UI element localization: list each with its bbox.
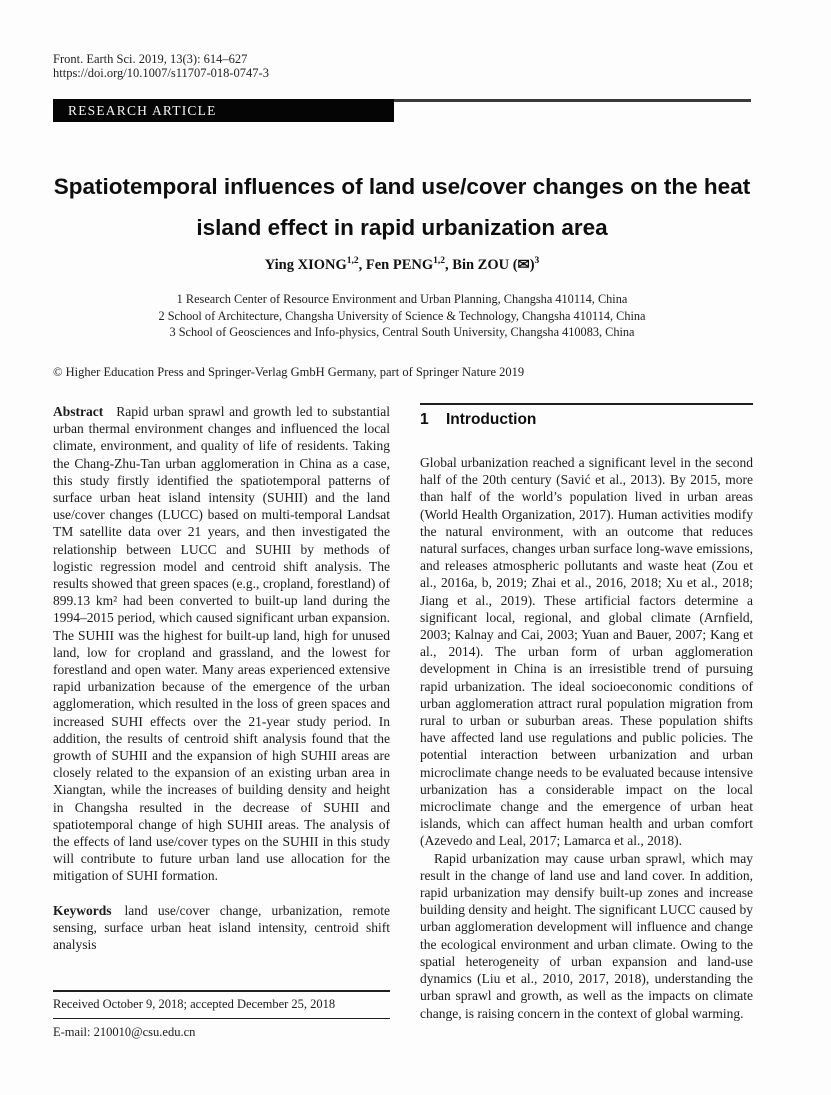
keywords-paragraph bbox=[53, 902, 390, 954]
keywords-label: Keywords bbox=[53, 902, 112, 918]
envelope-icon: (✉) bbox=[512, 257, 535, 273]
section-heading-rule bbox=[420, 403, 753, 405]
intro-paragraph-1: Global urbanization reached a significant level in the second half of the 20th century (Savić et al., 2013). By 2015, more than half of the world’s population lived in urban areas (World Health Organization, 2017). Human activities modify the natural environment, with an outcome that reduces natural surfaces, changes urban surface long-wave emissions, and releases atmospheric pollutants and waste heat (Zou et al., 2016a, b, 2019; Zhai et al., 2016, 2018; Xu et al., 2018; Jiang et al., 2019). These artificial factors determine a significant local, regional, and global climate (Arnfield, 2003; Kalnay and Cai, 2003; Yuan and Bauer, 2007; Kang et al., 2014). The urban form of urban agglomeration development in China is an irresistible trend of pursuing rapid urbanization. The ideal socioeconomic conditions of urban agglomeration attract rural population migration from rural to urban or suburban areas. These population shifts have affected land use regulations and public policies. The potential interaction between urbanization and urban microclimate change needs to be evaluated because intensive urbanization has a considerable impact on the local microclimate change and the emergence of urban heat islands, which can affect human health and urban comfort (Azevedo and Leal, 2017; Lamarca et al., 2018). bbox=[420, 455, 753, 849]
author-affiliation-sup: 1,2 bbox=[433, 256, 446, 267]
corresponding-email[interactable]: E-mail: 210010@csu.edu.cn bbox=[53, 1018, 390, 1040]
left-column bbox=[53, 403, 390, 1022]
journal-citation: Front. Earth Sci. 2019, 13(3): 614–627 bbox=[53, 52, 248, 66]
abstract-paragraph bbox=[53, 403, 390, 885]
author: , Fen PENG$^{1,2}$ bbox=[358, 256, 446, 273]
doi-link[interactable]: https://doi.org/10.1007/s11707-018-0747-3 bbox=[53, 66, 269, 80]
affiliation-line: 1 Research Center of Resource Environment and Urban Planning, Changsha 410114, China bbox=[176, 292, 628, 306]
author: Ying XIONG$^{1,2}$ bbox=[264, 256, 359, 273]
affiliation-line: 2 School of Architecture, Changsha University of Science & Technology, Changsha 410114, China bbox=[158, 308, 646, 323]
intro-paragraph-2: Rapid urbanization may cause urban sprawl, which may result in the change of land use and land cover. In addition, rapid urbanization may densify built-up zones and increase building density and height. The significant LUCC caused by urban agglomeration development will influence and change the ecological environment and urban climate. Owing to the spatial heterogeneity of urban expansion and land-use dynamics (Liu et al., 2010, 2017, 2018), understanding the urban sprawl and growth, as well as the impacts on climate change, is raising concern in the context of global warming. bbox=[420, 850, 753, 1021]
author-affiliation-sup: 3 bbox=[534, 256, 540, 267]
section-heading-introduction bbox=[420, 411, 753, 429]
right-column bbox=[420, 403, 753, 1022]
abstract-label: Abstract bbox=[53, 404, 104, 419]
author-line bbox=[53, 257, 751, 274]
footnote-block bbox=[53, 990, 390, 1040]
author-affiliation-sup: 1,2 bbox=[346, 256, 359, 267]
two-column-body bbox=[53, 403, 753, 1022]
affiliation-line: 3 School of Geosciences and Info-physics, Central South University, Changsha 410083, China bbox=[169, 325, 635, 339]
copyright-line: © Higher Education Press and Springer-Verlag GmbH Germany, part of Springer Nature 2019 bbox=[53, 365, 525, 379]
keywords-text: land use/cover change, urbanization, remote sensing, surface urban heat island intensity, centroid shift analysis bbox=[53, 902, 390, 953]
abstract-text: Rapid urban sprawl and growth led to substantial urban thermal environment changes and influenced the local climate, environment, and quality of life of residents. Taking the Chang-Zhu-Tan urban agglomeration in China as a case, this study firstly identified the spatiotemporal patterns of surface urban heat island intensity (SUHII) and the land use/cover changes (LUCC) based on multi-temporal Landsat TM satellite data over 21 years, and then investigated the relationship between LUCC and SUHII by methods of logistic regression model and centroid shift analysis. The results showed that green spaces (e.g., cropland, forestland) of 899.13 km² had been converted to built-up land during the 1994–2015 period, which caused significant urban expansion. The SUHII was the highest for built-up land, high for unused land, low for cropland and grassland, and the lowest for forestland and open water. Many areas experienced extensive rapid urbanization because of the emergence of the urban agglomeration, which resulted in the loss of green spaces and increased SUHI effects over the 21-year study period. In addition, the results of centroid shift analysis found that the growth of SUHII and the expansion of high SUHII areas are closely related to the expansion of an existing urban area in Xiangtan, while the increases of building density and height in Changsha resulted in the decrease of SUHII and spatiotemporal change of high SUHII areas. The analysis of the effects of land use/cover types on the SUHII in this study will contribute to future urban land use allocation for the mitigation of SUHI formation. bbox=[53, 404, 390, 884]
section-title: Introduction bbox=[446, 411, 537, 428]
article-type-banner: RESEARCH ARTICLE bbox=[53, 99, 394, 122]
article-title: Spatiotemporal influences of land use/cover changes on the heat island effect in rapid urbanization area bbox=[53, 174, 751, 240]
received-dates: Received October 9, 2018; accepted December 25, 2018 bbox=[53, 990, 390, 1018]
page-header bbox=[53, 52, 269, 80]
section-number: 1 bbox=[420, 411, 429, 428]
author: , Bin ZOU (✉)$^3$ bbox=[445, 256, 540, 273]
affiliation-list bbox=[53, 291, 751, 341]
header-rule bbox=[394, 99, 751, 102]
